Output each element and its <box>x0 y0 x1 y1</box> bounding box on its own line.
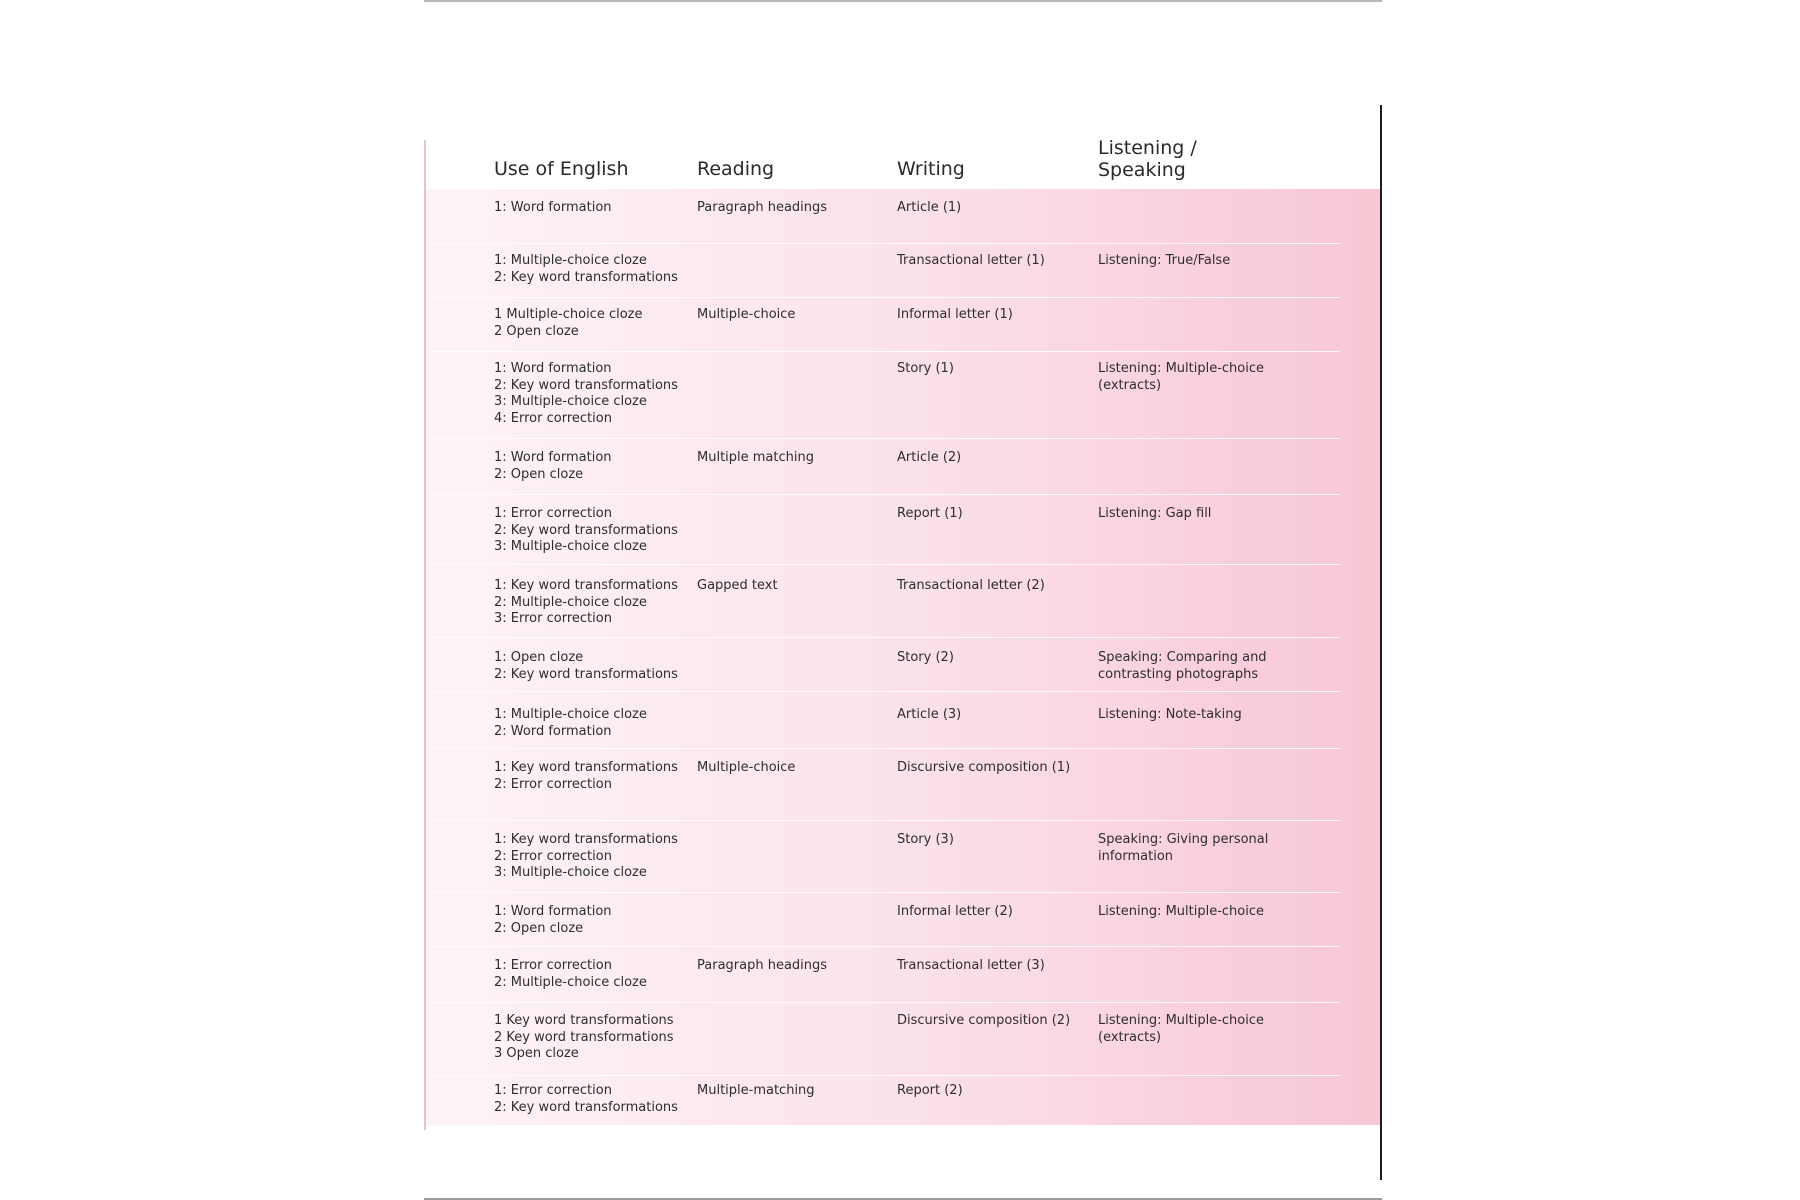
cell-use-of-english: 1: Word formation 2: Key word transformations 3: Multiple-choice cloze 4: Error correction <box>494 361 678 426</box>
row-divider <box>432 892 1340 893</box>
cell-reading: Multiple-choice <box>697 760 796 775</box>
page-top-edge <box>424 0 1382 2</box>
cell-listening-speaking: Listening: Gap fill <box>1098 506 1212 521</box>
row-divider <box>432 243 1340 244</box>
cell-listening-speaking: Listening: Note-taking <box>1098 707 1242 722</box>
cell-writing: Story (1) <box>897 361 954 376</box>
row-divider <box>432 1075 1340 1076</box>
row-divider <box>432 564 1340 565</box>
cell-use-of-english: 1: Multiple-choice cloze 2: Key word transformations <box>494 253 678 285</box>
header-writing: Writing <box>897 158 965 180</box>
row-divider <box>432 1002 1340 1003</box>
row-divider <box>432 637 1340 638</box>
cell-use-of-english: 1: Multiple-choice cloze 2: Word formation <box>494 707 647 739</box>
cell-reading: Multiple matching <box>697 450 814 465</box>
cell-writing: Discursive composition (1) <box>897 760 1071 775</box>
row-divider <box>432 748 1340 749</box>
page-left-edge <box>424 140 426 1130</box>
cell-writing: Article (3) <box>897 707 962 722</box>
cell-writing: Story (2) <box>897 650 954 665</box>
cell-use-of-english: 1 Multiple-choice cloze 2 Open cloze <box>494 307 643 339</box>
header-listening-speaking: Listening / Speaking <box>1098 137 1197 181</box>
cell-use-of-english: 1 Key word transformations 2 Key word transformations 3 Open cloze <box>494 1013 674 1062</box>
cell-writing: Report (1) <box>897 506 963 521</box>
cell-use-of-english: 1: Open cloze 2: Key word transformations <box>494 650 678 682</box>
row-divider <box>432 494 1340 495</box>
cell-reading: Multiple-matching <box>697 1083 815 1098</box>
cell-writing: Transactional letter (2) <box>897 578 1045 593</box>
cell-use-of-english: 1: Error correction 2: Key word transformations <box>494 1083 678 1115</box>
cell-listening-speaking: Listening: Multiple-choice (extracts) <box>1098 1013 1265 1045</box>
cell-use-of-english: 1: Key word transformations 2: Error correction <box>494 760 678 792</box>
cell-writing: Informal letter (1) <box>897 307 1013 322</box>
cell-use-of-english: 1: Word formation 2: Open cloze <box>494 904 612 936</box>
cell-listening-speaking: Listening: True/False <box>1098 253 1231 268</box>
row-divider <box>432 946 1340 947</box>
cell-writing: Transactional letter (1) <box>897 253 1045 268</box>
cell-use-of-english: 1: Error correction 2: Key word transformations 3: Multiple-choice cloze <box>494 506 678 555</box>
cell-writing: Article (1) <box>897 200 962 215</box>
row-divider <box>432 297 1340 298</box>
cell-reading: Paragraph headings <box>697 958 828 973</box>
cell-reading: Paragraph headings <box>697 200 828 215</box>
cell-use-of-english: 1: Key word transformations 2: Multiple-choice cloze 3: Error correction <box>494 578 678 627</box>
cell-listening-speaking: Speaking: Comparing and contrasting photographs <box>1098 650 1267 682</box>
cell-writing: Story (3) <box>897 832 954 847</box>
cell-use-of-english: 1: Word formation 2: Open cloze <box>494 450 612 482</box>
cell-listening-speaking: Listening: Multiple-choice (extracts) <box>1098 361 1265 393</box>
cell-use-of-english: 1: Error correction 2: Multiple-choice cloze <box>494 958 647 990</box>
cell-listening-speaking: Listening: Multiple-choice <box>1098 904 1265 919</box>
row-divider <box>432 438 1340 439</box>
cell-writing: Report (2) <box>897 1083 963 1098</box>
cell-writing: Transactional letter (3) <box>897 958 1045 973</box>
cell-listening-speaking: Speaking: Giving personal information <box>1098 832 1269 864</box>
cell-writing: Article (2) <box>897 450 962 465</box>
row-divider <box>432 691 1340 692</box>
header-use-of-english: Use of English <box>494 158 629 180</box>
row-divider <box>432 820 1340 821</box>
row-divider <box>432 351 1340 352</box>
cell-use-of-english: 1: Key word transformations 2: Error correction 3: Multiple-choice cloze <box>494 832 678 881</box>
header-reading: Reading <box>697 158 775 180</box>
cell-writing: Informal letter (2) <box>897 904 1013 919</box>
cell-reading: Gapped text <box>697 578 778 593</box>
cell-writing: Discursive composition (2) <box>897 1013 1071 1028</box>
page-right-edge <box>1380 105 1382 1180</box>
cell-use-of-english: 1: Word formation <box>494 200 612 215</box>
cell-reading: Multiple-choice <box>697 307 796 322</box>
